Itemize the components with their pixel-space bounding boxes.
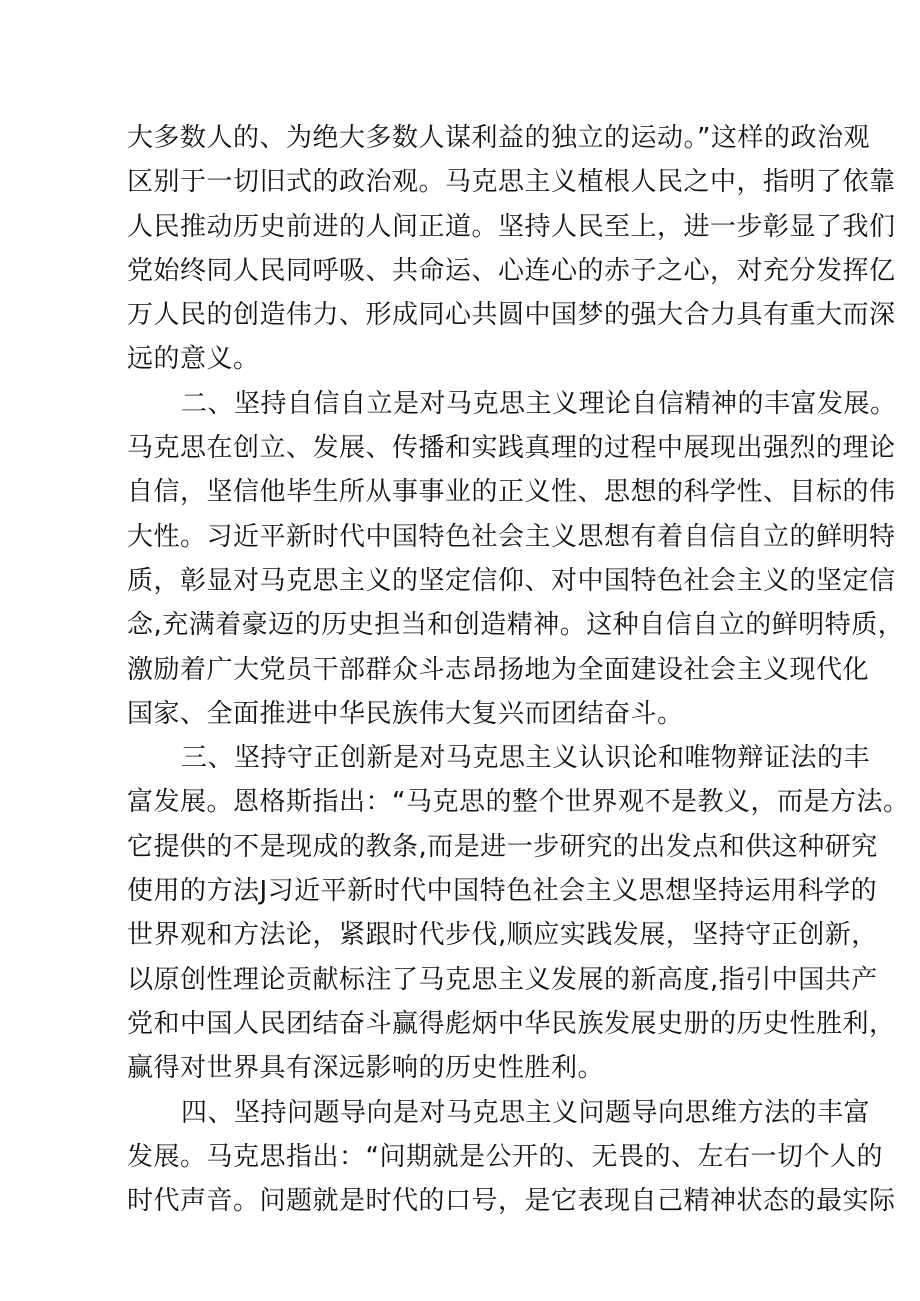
paragraph-heading-line: 二、坚持自信自立是对马克思主义理论自信精神的丰富发展。	[181, 388, 897, 419]
text-line: 发展。马克思指出：“问期就是公开的、无畏的、左右一切个人的	[127, 1141, 883, 1172]
text-line: 马克思在创立、发展、传播和实践真理的过程中展现出强烈的理论	[127, 433, 896, 464]
text-line: 人民推动历史前进的人间正道。坚持人民至上，进一步彰显了我们	[127, 211, 896, 242]
paragraph-heading-line: 三、坚持守正创新是对马克思主义认识论和唯物辩证法的丰	[181, 743, 871, 774]
text-line: 富发展。恩格斯指出：“马克思的整个世界观不是教义，而是方法。	[127, 787, 910, 818]
text-line: 大多数人的、为绝大多数人谋利益的独立的运动。”这样的政治观	[127, 123, 870, 153]
text-line: 党始终同人民同呼吸、共命运、心连心的赤子之心，对充分发挥亿	[127, 255, 896, 286]
text-line: 赢得对世界具有深远影响的历史性胜利。	[127, 1053, 605, 1084]
text-line: 自信，坚信他毕生所从事事业的正义性、思想的科学性、目标的伟	[127, 477, 896, 508]
text-line: 万人民的创造伟力、形成同心共圆中国梦的强大合力具有重大而深	[127, 300, 896, 331]
text-line: 使用的方法J习近平新时代中国特色社会主义思想坚持运用科学的	[127, 876, 878, 907]
text-line: 区别于一切旧式的政治观。马克思主义植根人民之中，指明了依靠	[127, 167, 896, 198]
text-line: 时代声音。问题就是时代的口号，是它表现自己精神状态的最实际	[127, 1186, 896, 1217]
text-line: 国家、全面推进中华民族伟大复兴而团结奋斗。	[127, 698, 684, 729]
text-line: 它提供的不是现成的教条,而是进一步研究的出发点和供这种研究	[127, 831, 878, 862]
paragraph-heading-line: 四、坚持问题导向是对马克思主义问题导向思维方法的丰富	[181, 1097, 871, 1128]
paragraph-3	[127, 736, 910, 1090]
text-line: 以原创性理论贡献标注了马克思主义发展的新高度,指引中国共产	[127, 964, 878, 995]
paragraph-2	[127, 382, 905, 736]
text-line: 大性。习近平新时代中国特色社会主义思想有着自信自立的鲜明特	[127, 521, 896, 552]
text-line: 远的意义。	[127, 344, 260, 375]
text-line: 世界观和方法论，紧跟时代步伐,顺应实践发展，坚持守正创新，	[127, 920, 878, 951]
text-line: 质，彰显对马克思主义的坚定信仰、对中国特色社会主义的坚定信	[127, 565, 896, 596]
document-body	[127, 116, 910, 1223]
text-line: 念,充满着豪迈的历史担当和创造精神。这种自信自立的鲜明特质，	[127, 610, 905, 641]
text-line: 激励着广大党员干部群众斗志昂扬地为全面建设社会主义现代化	[127, 654, 870, 685]
paragraph-1	[127, 116, 896, 382]
text-line: 党和中国人民团结奋斗赢得彪炳中华民族发展史册的历史性胜利，	[127, 1008, 896, 1039]
paragraph-4	[127, 1091, 896, 1224]
